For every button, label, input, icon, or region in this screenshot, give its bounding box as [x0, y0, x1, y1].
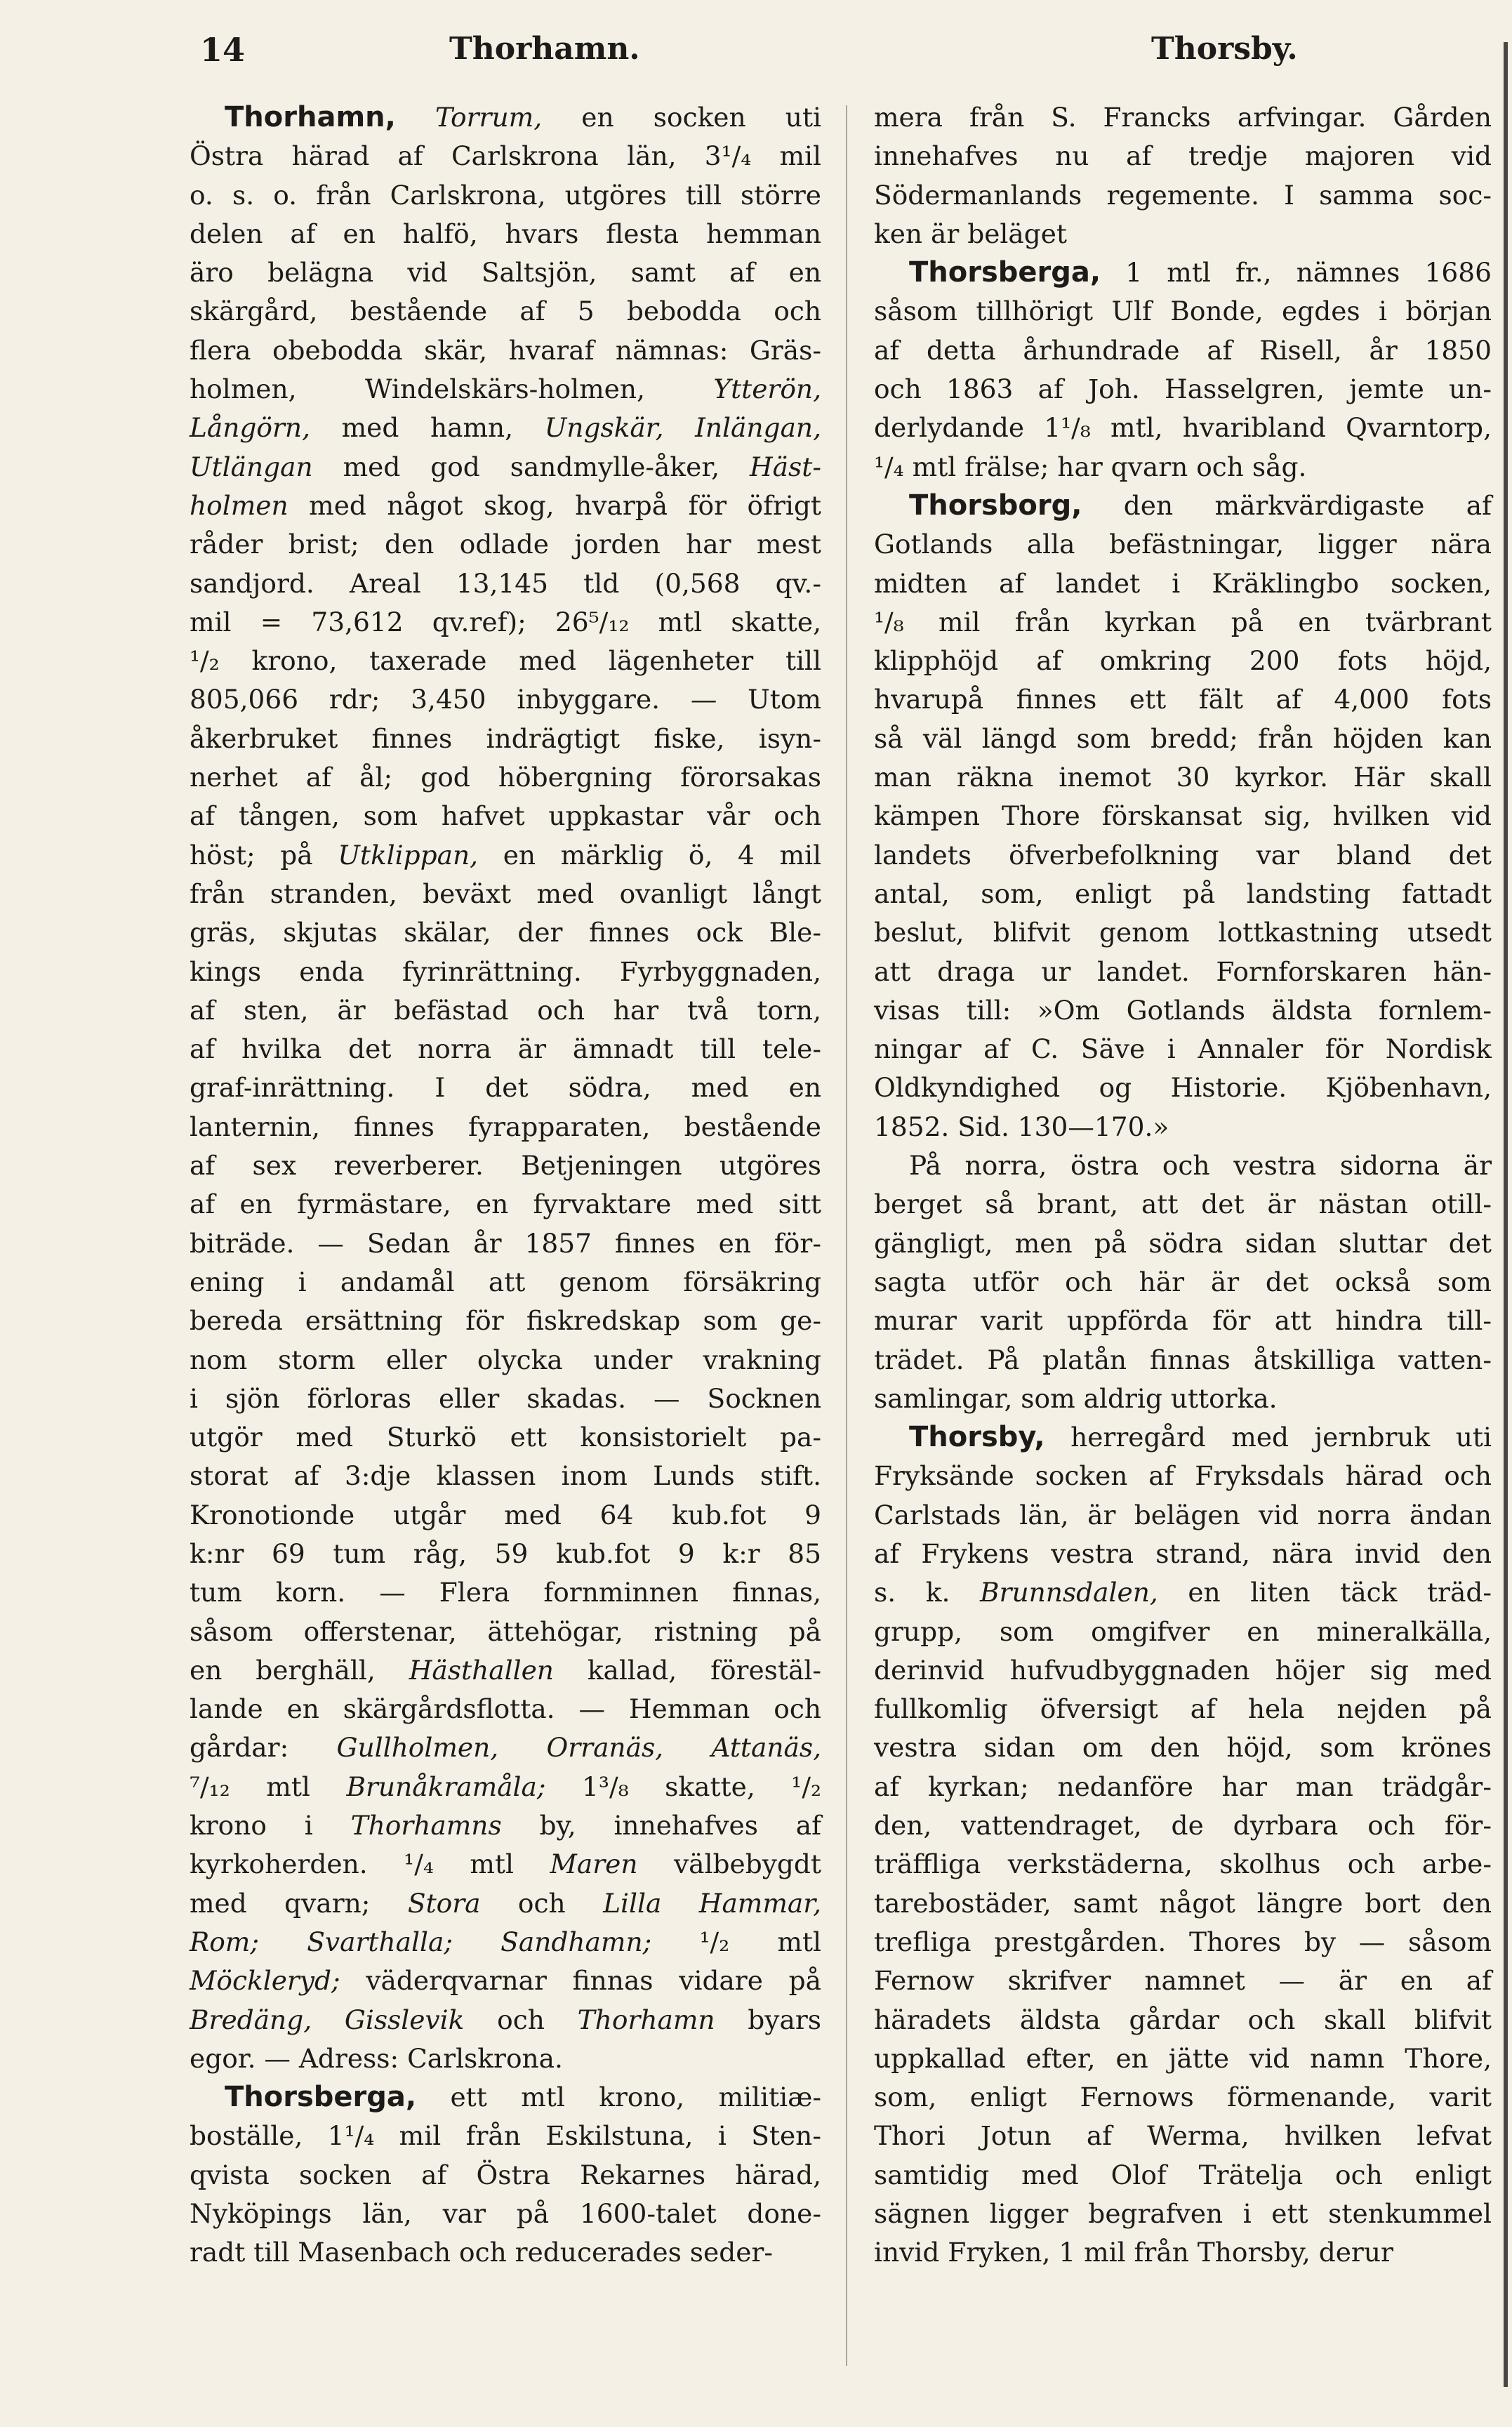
text-run: ningar af C. Säve i Annaler för Nordisk: [874, 1033, 1492, 1065]
text-line: [190, 137, 821, 176]
text-line: [874, 1263, 1492, 1302]
text-run: i sjön förloras eller skadas. — Socknen: [190, 1382, 821, 1414]
text-run: ⁷/₁₂ mtl: [190, 1771, 347, 1802]
text-line: [190, 720, 821, 758]
italic-name: Thorhamn: [577, 2004, 715, 2035]
text-line: [874, 1302, 1492, 1340]
text-run: samtidig med Olof Trätelja och enligt: [874, 2159, 1492, 2190]
text-run: en märklig ö, 4 mil: [478, 839, 821, 871]
page-edge: [1504, 42, 1508, 2387]
text-line: [190, 1768, 821, 1806]
text-line: [874, 1573, 1492, 1612]
text-line: [874, 797, 1492, 835]
text-run: välbebygdt: [637, 1849, 821, 1880]
text-run: Nyköpings län, var på 1600-talet done-: [190, 2198, 821, 2230]
italic-name: Lilla Hammar,: [603, 1887, 822, 1919]
text-run: af sex reverberer. Betjeningen utgöres: [190, 1150, 821, 1182]
text-line: [874, 137, 1492, 176]
text-line: [190, 1030, 821, 1069]
text-run: kings enda fyrinrättning. Fyrbyggnaden,: [190, 955, 821, 987]
text-line: [190, 1884, 821, 1923]
text-line: [874, 292, 1492, 331]
text-run: 1852. Sid. 130—170.»: [874, 1111, 1169, 1142]
text-run: qvista socken af Östra Rekarnes härad,: [190, 2159, 821, 2190]
text-line: [874, 564, 1492, 603]
text-run: äro belägna vid Saltsjön, samt af en: [190, 257, 821, 289]
text-line: [874, 2156, 1492, 2195]
text-run: invid Fryken, 1 mil från Thorsby, derur: [874, 2237, 1393, 2268]
text-line: [190, 331, 821, 370]
text-line: [874, 720, 1492, 758]
text-line: [874, 215, 1492, 253]
text-line: [190, 1263, 821, 1302]
text-line: [190, 797, 821, 835]
italic-name: Brunåkramåla;: [346, 1771, 546, 1802]
text-line: [190, 1613, 821, 1651]
text-line: [874, 680, 1492, 719]
text-run: en socken uti: [542, 102, 822, 133]
text-run: 1 mtl fr., nämnes 1686: [1101, 257, 1492, 289]
text-line: [190, 680, 821, 719]
right-column: [874, 98, 1492, 2273]
text-line: [190, 2156, 821, 2195]
italic-name: Gullholmen, Orranäs, Attanäs,: [336, 1732, 821, 1764]
text-run: Fryksände socken af Fryksdals härad och: [874, 1460, 1492, 1492]
text-run: trädet. På platån finnas åtskilliga vatten-: [874, 1344, 1492, 1375]
text-line: [874, 1806, 1492, 1845]
text-run: såsom tillhörigt Ulf Bonde, egdes i början: [874, 296, 1492, 327]
text-line: [874, 487, 1492, 525]
entry-headword: Thorsby,: [909, 1421, 1045, 1454]
text-line: [190, 836, 821, 875]
text-run: murar varit uppförda för att hindra till-: [874, 1305, 1492, 1337]
text-line: [874, 370, 1492, 409]
text-line: [874, 1380, 1492, 1418]
text-line: [874, 758, 1492, 797]
text-line: [874, 98, 1492, 137]
text-run: holmen, Windelskärs-holmen,: [190, 373, 714, 405]
text-run: en berghäll,: [190, 1654, 409, 1686]
text-line: [874, 2039, 1492, 2078]
text-run: Östra härad af Carlskrona län, 3¹/₄ mil: [190, 140, 821, 172]
text-line: [190, 1728, 821, 1767]
text-run: af detta århundrade af Risell, år 1850: [874, 334, 1492, 366]
running-header: [0, 31, 1512, 87]
text-line: [874, 1613, 1492, 1651]
text-line: [874, 875, 1492, 913]
text-line: [190, 1341, 821, 1380]
header-left-keyword: Thorhamn.: [449, 31, 640, 67]
text-line: [874, 1690, 1492, 1728]
text-line: [874, 1069, 1492, 1107]
text-line: [874, 1418, 1492, 1457]
text-run: gårdar:: [190, 1732, 337, 1764]
text-line: [874, 1146, 1492, 1185]
text-run: en liten täck träd-: [1158, 1577, 1492, 1608]
text-line: [190, 1224, 821, 1263]
text-line: [874, 1845, 1492, 1884]
text-line: [874, 991, 1492, 1030]
left-column: [190, 98, 821, 2273]
italic-name: Utlängan: [190, 451, 313, 482]
text-line: [874, 2001, 1492, 2039]
text-line: [190, 487, 821, 525]
text-line: [874, 642, 1492, 680]
italic-name: Långörn,: [190, 412, 310, 444]
text-line: [190, 253, 821, 292]
text-line: [190, 1962, 821, 2000]
text-run: tum korn. — Flera fornminnen finnas,: [190, 1577, 821, 1608]
text-run: uppkallad efter, en jätte vid namn Thore,: [874, 2042, 1492, 2074]
text-line: [874, 1457, 1492, 1495]
text-run: såsom offerstenar, ättehögar, ristning på: [190, 1615, 821, 1647]
text-run: som, enligt Fernows förmenande, varit: [874, 2082, 1492, 2113]
text-line: [190, 1146, 821, 1185]
text-run: nom storm eller olycka under vrakning: [190, 1344, 821, 1375]
text-run: berget så brant, att det är nästan otill-: [874, 1189, 1492, 1220]
text-run: bereda ersättning för fiskredskap som ge-: [190, 1305, 821, 1337]
text-line: [190, 564, 821, 603]
text-run: Carlstads län, är belägen vid norra ändan: [874, 1499, 1492, 1530]
text-run: med något skog, hvarpå för öfrigt: [288, 489, 821, 521]
text-line: [190, 1535, 821, 1573]
entry-headword: Thorsberga,: [225, 2081, 417, 2114]
text-run: träffliga verkstäderna, skolhus och arbe-: [874, 1849, 1492, 1880]
text-run: med qvarn;: [190, 1887, 408, 1919]
text-run: man räkna inemot 30 kyrkor. Här skall: [874, 762, 1492, 793]
italic-name: Maren: [550, 1849, 638, 1880]
text-line: [190, 875, 821, 913]
text-run: [396, 102, 435, 133]
text-run: Gotlands alla befästningar, ligger nära: [874, 529, 1492, 560]
text-run: Kronotionde utgår med 64 kub.fot 9: [190, 1499, 821, 1530]
text-run: skärgård, bestående af 5 bebodda och: [190, 296, 821, 327]
text-run: vestra sidan om den höjd, som krönes: [874, 1732, 1492, 1764]
column-divider: [846, 105, 847, 2366]
text-line: [874, 1496, 1492, 1535]
text-line: [874, 2233, 1492, 2272]
text-line: [874, 836, 1492, 875]
text-run: kämpen Thore förskansat sig, hvilken vid: [874, 800, 1492, 832]
text-run: graf-inrättning. I det södra, med en: [190, 1072, 821, 1104]
italic-name: Svarthalla; Sandhamn;: [307, 1926, 652, 1957]
text-line: [874, 1224, 1492, 1263]
text-run: så väl längd som bredd; från höjden kan: [874, 722, 1492, 754]
text-run: och: [480, 1887, 604, 1919]
text-run: mil = 73,612 qv.ref); 26⁵/₁₂ mtl skatte,: [190, 606, 821, 637]
text-line: [190, 525, 821, 564]
text-run: antal, som, enligt på landsting fattadt: [874, 878, 1492, 909]
text-run: af kyrkan; nedanföre har man trädgår-: [874, 1771, 1492, 1802]
text-run: den, vattendraget, de dyrbara och för-: [874, 1810, 1492, 1841]
text-run: Oldkyndighed og Historie. Kjöbenhavn,: [874, 1072, 1492, 1104]
text-run: 1³/₈ skatte, ¹/₂: [545, 1771, 821, 1802]
text-line: [874, 525, 1492, 564]
text-line: [874, 1535, 1492, 1573]
italic-name: Bredäng, Gisslevik: [190, 2004, 465, 2035]
entry-headword: Thorhamn,: [225, 101, 396, 133]
text-line: [190, 215, 821, 253]
text-run: råder brist; den odlade jorden har mest: [190, 529, 821, 560]
text-run: grupp, som omgifver en mineralkälla,: [874, 1615, 1492, 1647]
text-line: [874, 1185, 1492, 1224]
text-run: 805,066 rdr; 3,450 inbyggare. — Utom: [190, 684, 821, 715]
text-line: [190, 2195, 821, 2233]
italic-name: Torrum,: [435, 102, 543, 133]
text-run: ¹/₈ mil från kyrkan på en tvärbrant: [874, 606, 1492, 637]
text-run: gräs, skjutas skälar, der finnes ock Ble-: [190, 917, 821, 948]
text-run: väderqvarnar finnas vidare på: [340, 1965, 821, 1997]
text-run: flera obebodda skär, hvaraf nämnas: Gräs-: [190, 334, 821, 366]
text-line: [190, 1302, 821, 1340]
text-run: kallad, förestäl-: [553, 1654, 821, 1686]
text-line: [874, 409, 1492, 447]
text-line: [190, 603, 821, 642]
text-run: landets öfverbefolkning var bland det: [874, 839, 1492, 871]
text-run: med god sandmylle-åker,: [312, 451, 750, 482]
text-run: sägnen ligger begrafven i ett stenkummel: [874, 2198, 1492, 2230]
text-run: lande en skärgårdsflotta. — Hemman och: [190, 1693, 821, 1725]
italic-name: Ytterön,: [713, 373, 821, 405]
text-line: [874, 331, 1492, 370]
text-line: [874, 253, 1492, 292]
text-line: [874, 1651, 1492, 1690]
text-line: [874, 913, 1492, 952]
text-run: åkerbruket finnes indrägtigt fiske, isyn-: [190, 722, 821, 754]
text-run: af en fyrmästare, en fyrvaktare med sitt: [190, 1189, 821, 1220]
text-line: [190, 991, 821, 1030]
text-line: [874, 2117, 1492, 2155]
text-line: [190, 1108, 821, 1146]
text-line: [190, 98, 821, 137]
text-run: radt till Masenbach och reducerades seder-: [190, 2237, 774, 2268]
italic-name: Thorhamns: [350, 1810, 502, 1841]
text-run: krono i: [190, 1810, 351, 1841]
text-line: [874, 1768, 1492, 1806]
text-run: af sten, är befästad och har två torn,: [190, 994, 821, 1026]
text-run: trefliga prestgården. Thores by — såsom: [874, 1926, 1492, 1957]
text-run: derinvid hufvudbyggnaden höjer sig med: [874, 1654, 1492, 1686]
text-run: från stranden, beväxt med ovanligt långt: [190, 878, 821, 909]
text-line: [874, 2195, 1492, 2233]
text-run: höst; på: [190, 839, 338, 871]
text-line: [190, 2001, 821, 2039]
header-right-keyword: Thorsby.: [1151, 31, 1298, 67]
text-run: derlydande 1¹/₈ mtl, hvaribland Qvarntorp,: [874, 412, 1492, 444]
text-line: [874, 1728, 1492, 1767]
text-run: k:nr 69 tum råg, 59 kub.fot 9 k:r 85: [190, 1537, 821, 1569]
page-number: 14: [200, 31, 246, 69]
text-run: klipphöjd af omkring 200 fots höjd,: [874, 645, 1492, 677]
text-line: [874, 2078, 1492, 2117]
text-line: [190, 1457, 821, 1495]
text-run: ¹/₂ krono, taxerade med lägenheter till: [190, 645, 821, 677]
text-run: boställe, 1¹/₄ mil från Eskilstuna, i Sten-: [190, 2120, 821, 2152]
text-run: med hamn,: [310, 412, 545, 444]
text-run: by, innehafves af: [501, 1810, 821, 1841]
italic-name: Hästhallen: [409, 1654, 554, 1686]
text-run: ¹/₄ mtl frälse; har qvarn och såg.: [874, 451, 1307, 482]
text-run: storat af 3:dje klassen inom Lunds stift.: [190, 1460, 821, 1492]
text-run: visas till: »Om Gotlands äldsta fornlem-: [874, 994, 1492, 1026]
text-run: sandjord. Areal 13,145 tld (0,568 qv.-: [190, 567, 821, 599]
text-line: [190, 1806, 821, 1845]
text-line: [874, 953, 1492, 991]
text-run: och: [464, 2004, 578, 2035]
text-run: fullkomlig öfversigt af hela nejden på: [874, 1693, 1492, 1725]
text-line: [874, 1884, 1492, 1923]
italic-name: Utklippan,: [338, 839, 479, 871]
text-line: [190, 1573, 821, 1612]
text-line: [874, 1030, 1492, 1069]
entry-headword: Thorsborg,: [909, 489, 1082, 522]
text-run: På norra, östra och vestra sidorna är: [909, 1150, 1492, 1182]
text-line: [190, 1185, 821, 1224]
text-run: beslut, blifvit genom lottkastning utsedt: [874, 917, 1492, 948]
text-run: egor. — Adress: Carlskrona.: [190, 2042, 563, 2074]
text-line: [190, 370, 821, 409]
text-run: af hvilka det norra är ämnadt till tele-: [190, 1033, 821, 1065]
text-line: [874, 1108, 1492, 1146]
italic-name: Möckleryd;: [190, 1965, 340, 1997]
text-run: Thori Jotun af Werma, hvilken lefvat: [874, 2120, 1492, 2152]
text-run: af Frykens vestra strand, nära invid den: [874, 1537, 1492, 1569]
text-line: [190, 1496, 821, 1535]
text-line: [190, 292, 821, 331]
text-line: [874, 448, 1492, 487]
italic-name: Ungskär, Inlängan,: [544, 412, 821, 444]
text-run: delen af en halfö, hvars flesta hemman: [190, 218, 821, 249]
text-line: [190, 1651, 821, 1690]
text-run: sagta utför och här är det också som: [874, 1266, 1492, 1297]
text-line: [190, 953, 821, 991]
text-run: att draga ur landet. Fornforskaren hän-: [874, 955, 1492, 987]
text-line: [190, 1418, 821, 1457]
italic-name: Stora: [407, 1887, 481, 1919]
text-run: mera från S. Francks arfvingar. Gården: [874, 102, 1492, 133]
text-line: [874, 603, 1492, 642]
text-run: byars: [715, 2004, 822, 2035]
text-line: [874, 1923, 1492, 1962]
text-run: af tången, som hafvet uppkastar vår och: [190, 800, 821, 832]
text-run: den märkvärdigaste af: [1082, 489, 1492, 521]
text-line: [190, 448, 821, 487]
text-run: ening i andamål att genom försäkring: [190, 1266, 821, 1297]
text-run: lanternin, finnes fyrapparaten, bestående: [190, 1111, 821, 1142]
text-line: [190, 642, 821, 680]
text-run: tarebostäder, samt något längre bort den: [874, 1887, 1492, 1919]
text-line: [190, 1923, 821, 1962]
text-line: [190, 176, 821, 215]
text-line: [874, 1962, 1492, 2000]
text-line: [874, 1341, 1492, 1380]
text-run: och 1863 af Joh. Hasselgren, jemte un-: [874, 373, 1492, 405]
text-run: s. k.: [874, 1577, 980, 1608]
text-run: ¹/₂ mtl: [651, 1926, 821, 1957]
text-run: biträde. — Sedan år 1857 finnes en för-: [190, 1227, 821, 1259]
text-line: [190, 2078, 821, 2117]
text-run: ken är beläget: [874, 218, 1068, 249]
text-line: [190, 913, 821, 952]
text-run: gängligt, men på södra sidan sluttar det: [874, 1227, 1492, 1259]
text-line: [190, 758, 821, 797]
italic-name: Brunnsdalen,: [979, 1577, 1158, 1608]
text-run: ett mtl krono, militiæ-: [416, 2082, 821, 2113]
text-line: [190, 1380, 821, 1418]
text-run: Fernow skrifver namnet — är en af: [874, 1965, 1492, 1997]
italic-name: holmen: [190, 489, 289, 521]
text-run: herregård med jernbruk uti: [1045, 1422, 1492, 1453]
text-run: utgör med Sturkö ett konsistorielt pa-: [190, 1422, 821, 1453]
text-line: [874, 176, 1492, 215]
text-run: o. s. o. från Carlskrona, utgöres till större: [190, 179, 821, 211]
text-run: Södermanlands regemente. I samma soc-: [874, 179, 1492, 211]
text-run: nerhet af ål; god höbergning förorsakas: [190, 762, 821, 793]
text-line: [190, 2233, 821, 2272]
text-line: [190, 409, 821, 447]
text-line: [190, 2117, 821, 2155]
text-line: [190, 1069, 821, 1107]
text-run: kyrkoherden. ¹/₄ mtl: [190, 1849, 550, 1880]
entry-headword: Thorsberga,: [909, 256, 1101, 289]
italic-name: Rom;: [190, 1926, 260, 1957]
text-run: hvarupå finnes ett fält af 4,000 fots: [874, 684, 1492, 715]
text-run: [259, 1926, 307, 1957]
text-run: midten af landet i Kräklingbo socken,: [874, 567, 1492, 599]
text-line: [190, 1690, 821, 1728]
italic-name: Häst-: [749, 451, 821, 482]
text-line: [190, 1845, 821, 1884]
text-run: häradets äldsta gårdar och skall blifvit: [874, 2004, 1492, 2035]
text-run: innehafves nu af tredje majoren vid: [874, 140, 1492, 172]
text-line: [190, 2039, 821, 2078]
text-run: samlingar, som aldrig uttorka.: [874, 1382, 1278, 1414]
